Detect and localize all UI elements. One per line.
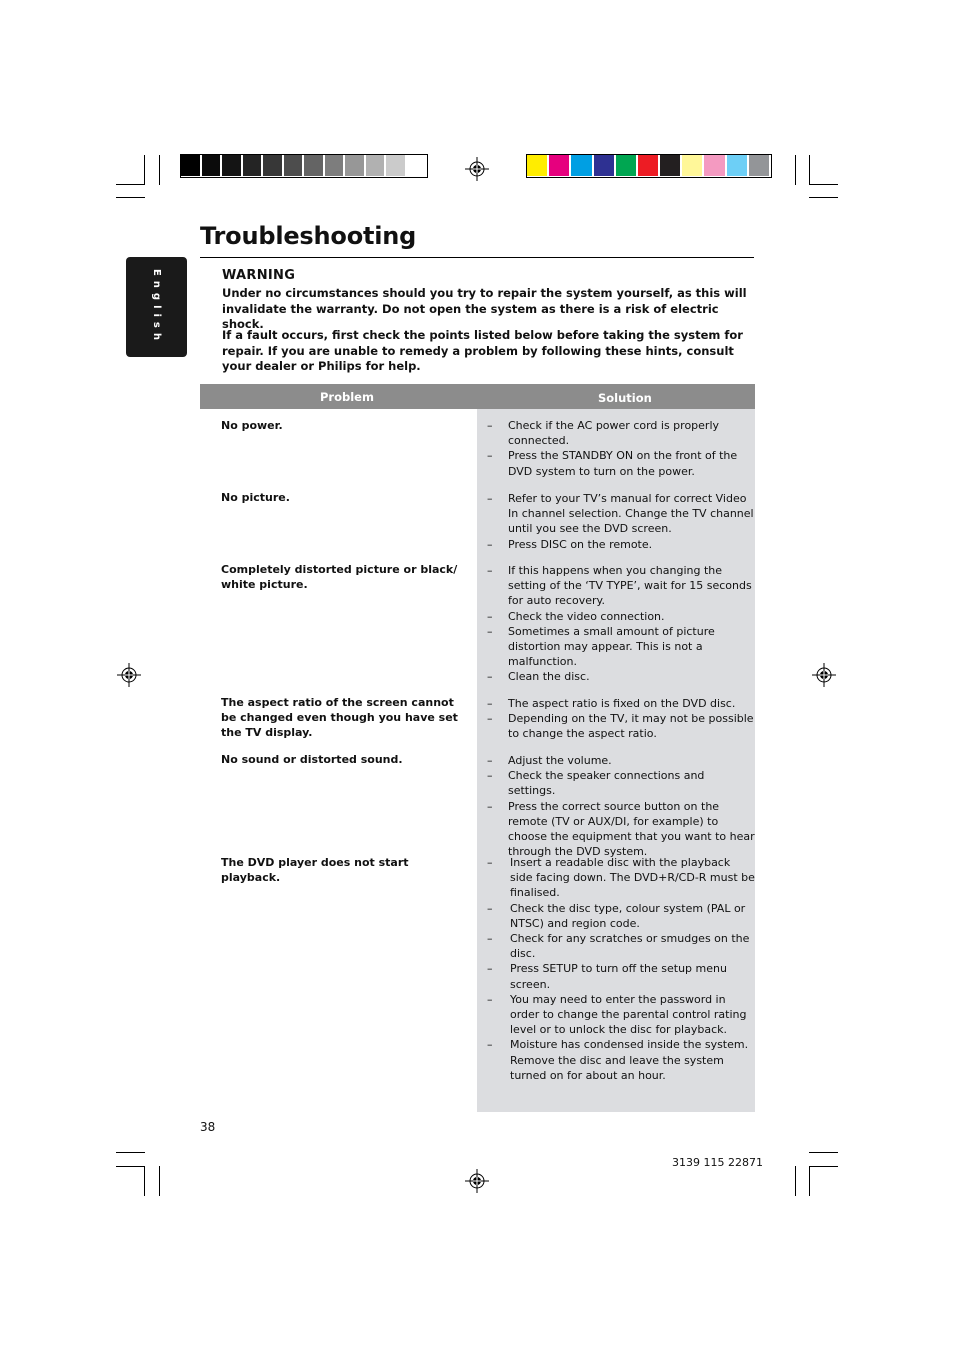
color-swatch — [749, 155, 769, 176]
color-swatch — [345, 155, 364, 176]
problem-text: No sound or distorted sound. — [221, 753, 403, 766]
registration-mark-bottom-icon — [465, 1169, 489, 1193]
problem-text: The DVD player does not start playback. — [221, 856, 409, 884]
table-header — [200, 384, 755, 409]
color-swatch — [263, 155, 282, 176]
warning-heading: WARNING — [222, 268, 296, 283]
title-rule — [200, 257, 754, 258]
color-swatch — [181, 155, 200, 176]
solution-list — [487, 855, 755, 1083]
color-swatch — [616, 155, 636, 176]
header-solution: Solution — [598, 391, 652, 405]
problem-text: The aspect ratio of the screen cannot be changed even though you have set the TV display. — [221, 696, 458, 739]
problem-text: No picture. — [221, 491, 290, 504]
color-swatch — [682, 155, 702, 176]
registration-mark-left-icon — [117, 663, 141, 687]
color-swatch — [386, 155, 405, 176]
registration-mark-right-icon — [812, 663, 836, 687]
color-swatch — [638, 155, 658, 176]
header-problem: Problem — [320, 390, 374, 404]
solution-list — [487, 491, 755, 552]
color-swatch — [407, 155, 426, 176]
grayscale-bar — [180, 154, 428, 178]
document-code: 3139 115 22871 — [672, 1156, 763, 1169]
solution-item: – Clean the disc. — [487, 669, 755, 684]
color-swatch — [304, 155, 323, 176]
color-swatch — [660, 155, 680, 176]
color-swatch — [366, 155, 385, 176]
solution-list — [487, 696, 755, 742]
color-bar — [526, 154, 772, 178]
solution-item: – You may need to enter the password in order to change the parental control rating level or to unlock the disc for playback. — [487, 992, 755, 1038]
solution-item: – Sometimes a small amount of picture distortion may appear. This is not a malfunction. — [487, 624, 755, 670]
language-tab — [126, 257, 187, 357]
solution-item: – Moisture has condensed inside the system. Remove the disc and leave the system turned on for about an hour. — [487, 1037, 755, 1083]
solution-item: – The aspect ratio is fixed on the DVD disc. — [487, 696, 755, 711]
solution-item: – If this happens when you changing the setting of the ‘TV TYPE’, wait for 15 seconds for auto recovery. — [487, 563, 755, 609]
color-swatch — [222, 155, 241, 176]
problem-text: No power. — [221, 419, 283, 432]
warning-paragraph-1: Under no circumstances should you try to repair the system yourself, as this will invalidate the warranty. Do not open the system as there is a risk of electric shock. — [222, 286, 747, 331]
solution-item: – Refer to your TV’s manual for correct Video In channel selection. Change the TV channel until you see the DVD screen. — [487, 491, 755, 537]
solution-list — [487, 418, 755, 479]
page-title: Troubleshooting — [200, 222, 417, 250]
solution-item: – Depending on the TV, it may not be possible to change the aspect ratio. — [487, 711, 755, 741]
color-swatch — [549, 155, 569, 176]
color-swatch — [727, 155, 747, 176]
solution-item: – Adjust the volume. — [487, 753, 755, 768]
color-swatch — [527, 155, 547, 176]
language-tab-label: English — [151, 268, 162, 346]
solution-item: – Insert a readable disc with the playback side facing down. The DVD+R/CD-R must be finalised. — [487, 855, 755, 901]
warning-paragraph-2: If a fault occurs, first check the points listed below before taking the system for repair. If you are unable to remedy a problem by following these hints, consult your dealer or Philips for help. — [222, 328, 743, 373]
page-number: 38 — [200, 1120, 216, 1134]
solution-item: – Press the correct source button on the remote (TV or AUX/DI, for example) to choose the equipment that you want to hear through the DVD system. — [487, 799, 755, 860]
color-swatch — [284, 155, 303, 176]
solution-item: – Check the disc type, colour system (PAL or NTSC) and region code. — [487, 901, 755, 931]
solution-item: – Check the video connection. — [487, 609, 755, 624]
color-swatch — [202, 155, 221, 176]
registration-mark-top-icon — [465, 157, 489, 181]
solution-item: – Press SETUP to turn off the setup menu screen. — [487, 961, 755, 991]
solution-item: – Check if the AC power cord is properly connected. — [487, 418, 755, 448]
solution-item: – Press DISC on the remote. — [487, 537, 755, 552]
solution-item: – Check for any scratches or smudges on the disc. — [487, 931, 755, 961]
problem-text: Completely distorted picture or black/ white picture. — [221, 563, 458, 591]
solution-list — [487, 753, 755, 859]
color-swatch — [571, 155, 591, 176]
color-swatch — [594, 155, 614, 176]
color-swatch — [704, 155, 724, 176]
solution-item: – Check the speaker connections and settings. — [487, 768, 755, 798]
color-swatch — [325, 155, 344, 176]
color-swatch — [243, 155, 262, 176]
solution-item: – Press the STANDBY ON on the front of the DVD system to turn on the power. — [487, 448, 755, 478]
solution-list — [487, 563, 755, 685]
